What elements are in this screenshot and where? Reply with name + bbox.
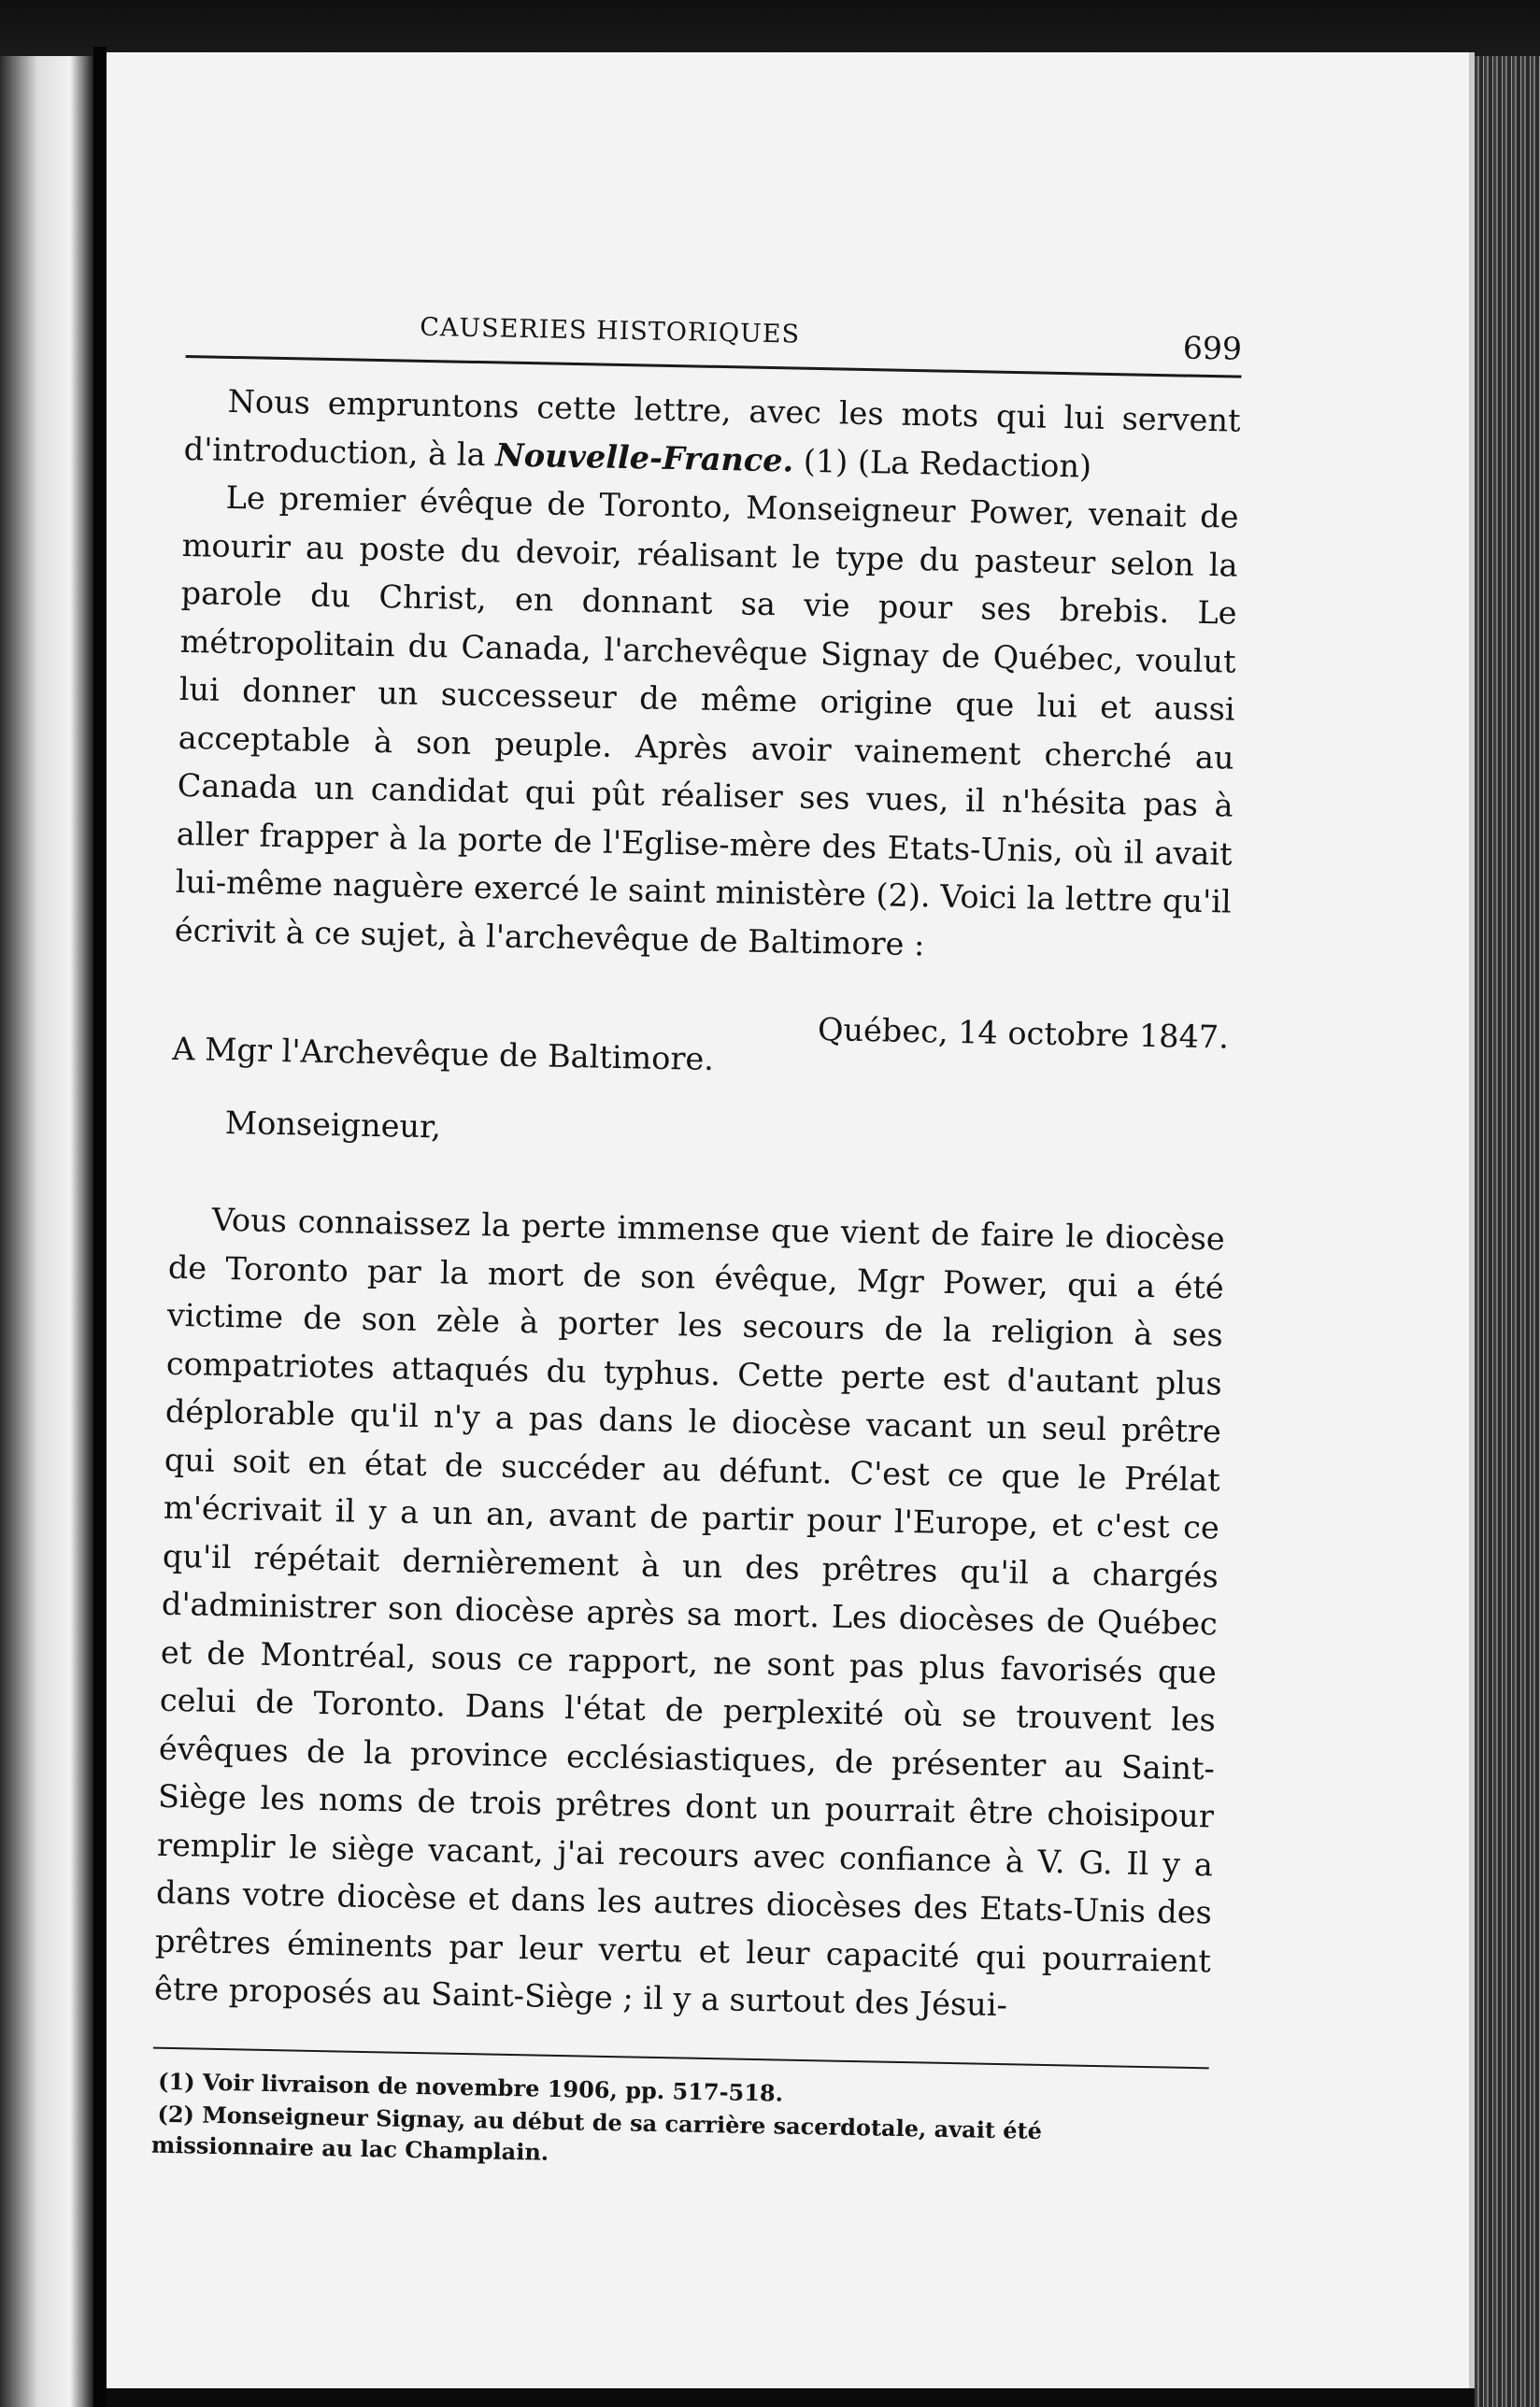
page-stack-edge xyxy=(1475,56,1540,2407)
scan-top-border xyxy=(0,0,1540,56)
footnote-1: (1) Voir livraison de novembre 1906, pp. 517-518. xyxy=(157,2067,784,2107)
page-content xyxy=(151,290,1243,2180)
intro-text-before: Nous empruntons cette lettre, avec les mots qui lui servent d'introduction, à la xyxy=(183,382,1241,473)
intro-paragraph-2: Le premier évêque de Toronto, Monseigneur Power, venait de mourir au poste du devoir, réalisant le type du pasteur selon la parole du Christ, en donnant sa vie pour ses brebis. Le métropolitain du Canada, l'archevêque Signay de Québec, voulut lui donner un successeur de même origine que lui et aussi acceptable à son peuple. Après avoir vainement cherché au Canada un candidat qui pût réaliser ses vues, il n'hésita pas à aller frapper à la porte de l'Eglise-mère des Etats-Unis, où il avait lui-même naguère exercé le saint ministère (2). Voici la lettre qu'il écrivit à ce sujet, à l'archevêque de Baltimore : xyxy=(174,478,1239,962)
letter-address: A Mgr l'Archevêque de Baltimore. xyxy=(172,1030,715,1077)
book-spine-shadow xyxy=(93,47,107,2407)
letter-salutation: Monseigneur, xyxy=(224,1104,442,1146)
page-number: 699 xyxy=(1182,329,1243,367)
footnote-2: (2) Monseigneur Signay, au début de sa carrière sacerdotale, avait été missionnaire au lac Champlain. xyxy=(150,2100,1043,2166)
letter-body: Vous connaissez la perte immense que vient de faire le diocèse de Toronto par la mort de son évêque, Mgr Power, qui a été victime de son zèle à porter les secours de la religion à ses compatriotes attaqués du typhus. Cette perte est d'autant plus déplorable qu'il n'y a pas dans le diocèse vacant un seul prêtre qui soit en état de succéder au défunt. C'est ce que le Prélat m'écrivait il y a un an, avant de partir pour l'Europe, et c'est ce qu'il répétait dernièrement à un des prêtres qu'il a chargés d'administrer son diocèse après sa mort. Les diocèses de Québec et de Montréal, sous ce rapport, ne sont pas plus favorisés que celui de Toronto. Dans l'état de perplexité où se trouvent les évêques de la province ecclésiastiques, de présenter au Saint-Siège les noms de trois prêtres dont un pourrait être choisipour remplir le siège vacant, j'ai recours avec confiance à V. G. Il y a dans votre diocèse et dans les autres diocèses des Etats-Unis des prêtres éminents par leur vertu et leur capacité qui pourraient être proposés au Saint-Siège ; il y a surtout des Jésui- xyxy=(153,1201,1226,2024)
facing-page-edge xyxy=(0,56,93,2407)
letter-date: Québec, 14 octobre 1847. xyxy=(817,1011,1230,1056)
footnote-rule xyxy=(153,2046,1209,2069)
journal-title: Nouvelle-France. xyxy=(494,435,794,478)
intro-text-after: (1) (La Redaction) xyxy=(792,442,1092,485)
running-title: CAUSERIES HISTORIQUES xyxy=(419,312,801,349)
